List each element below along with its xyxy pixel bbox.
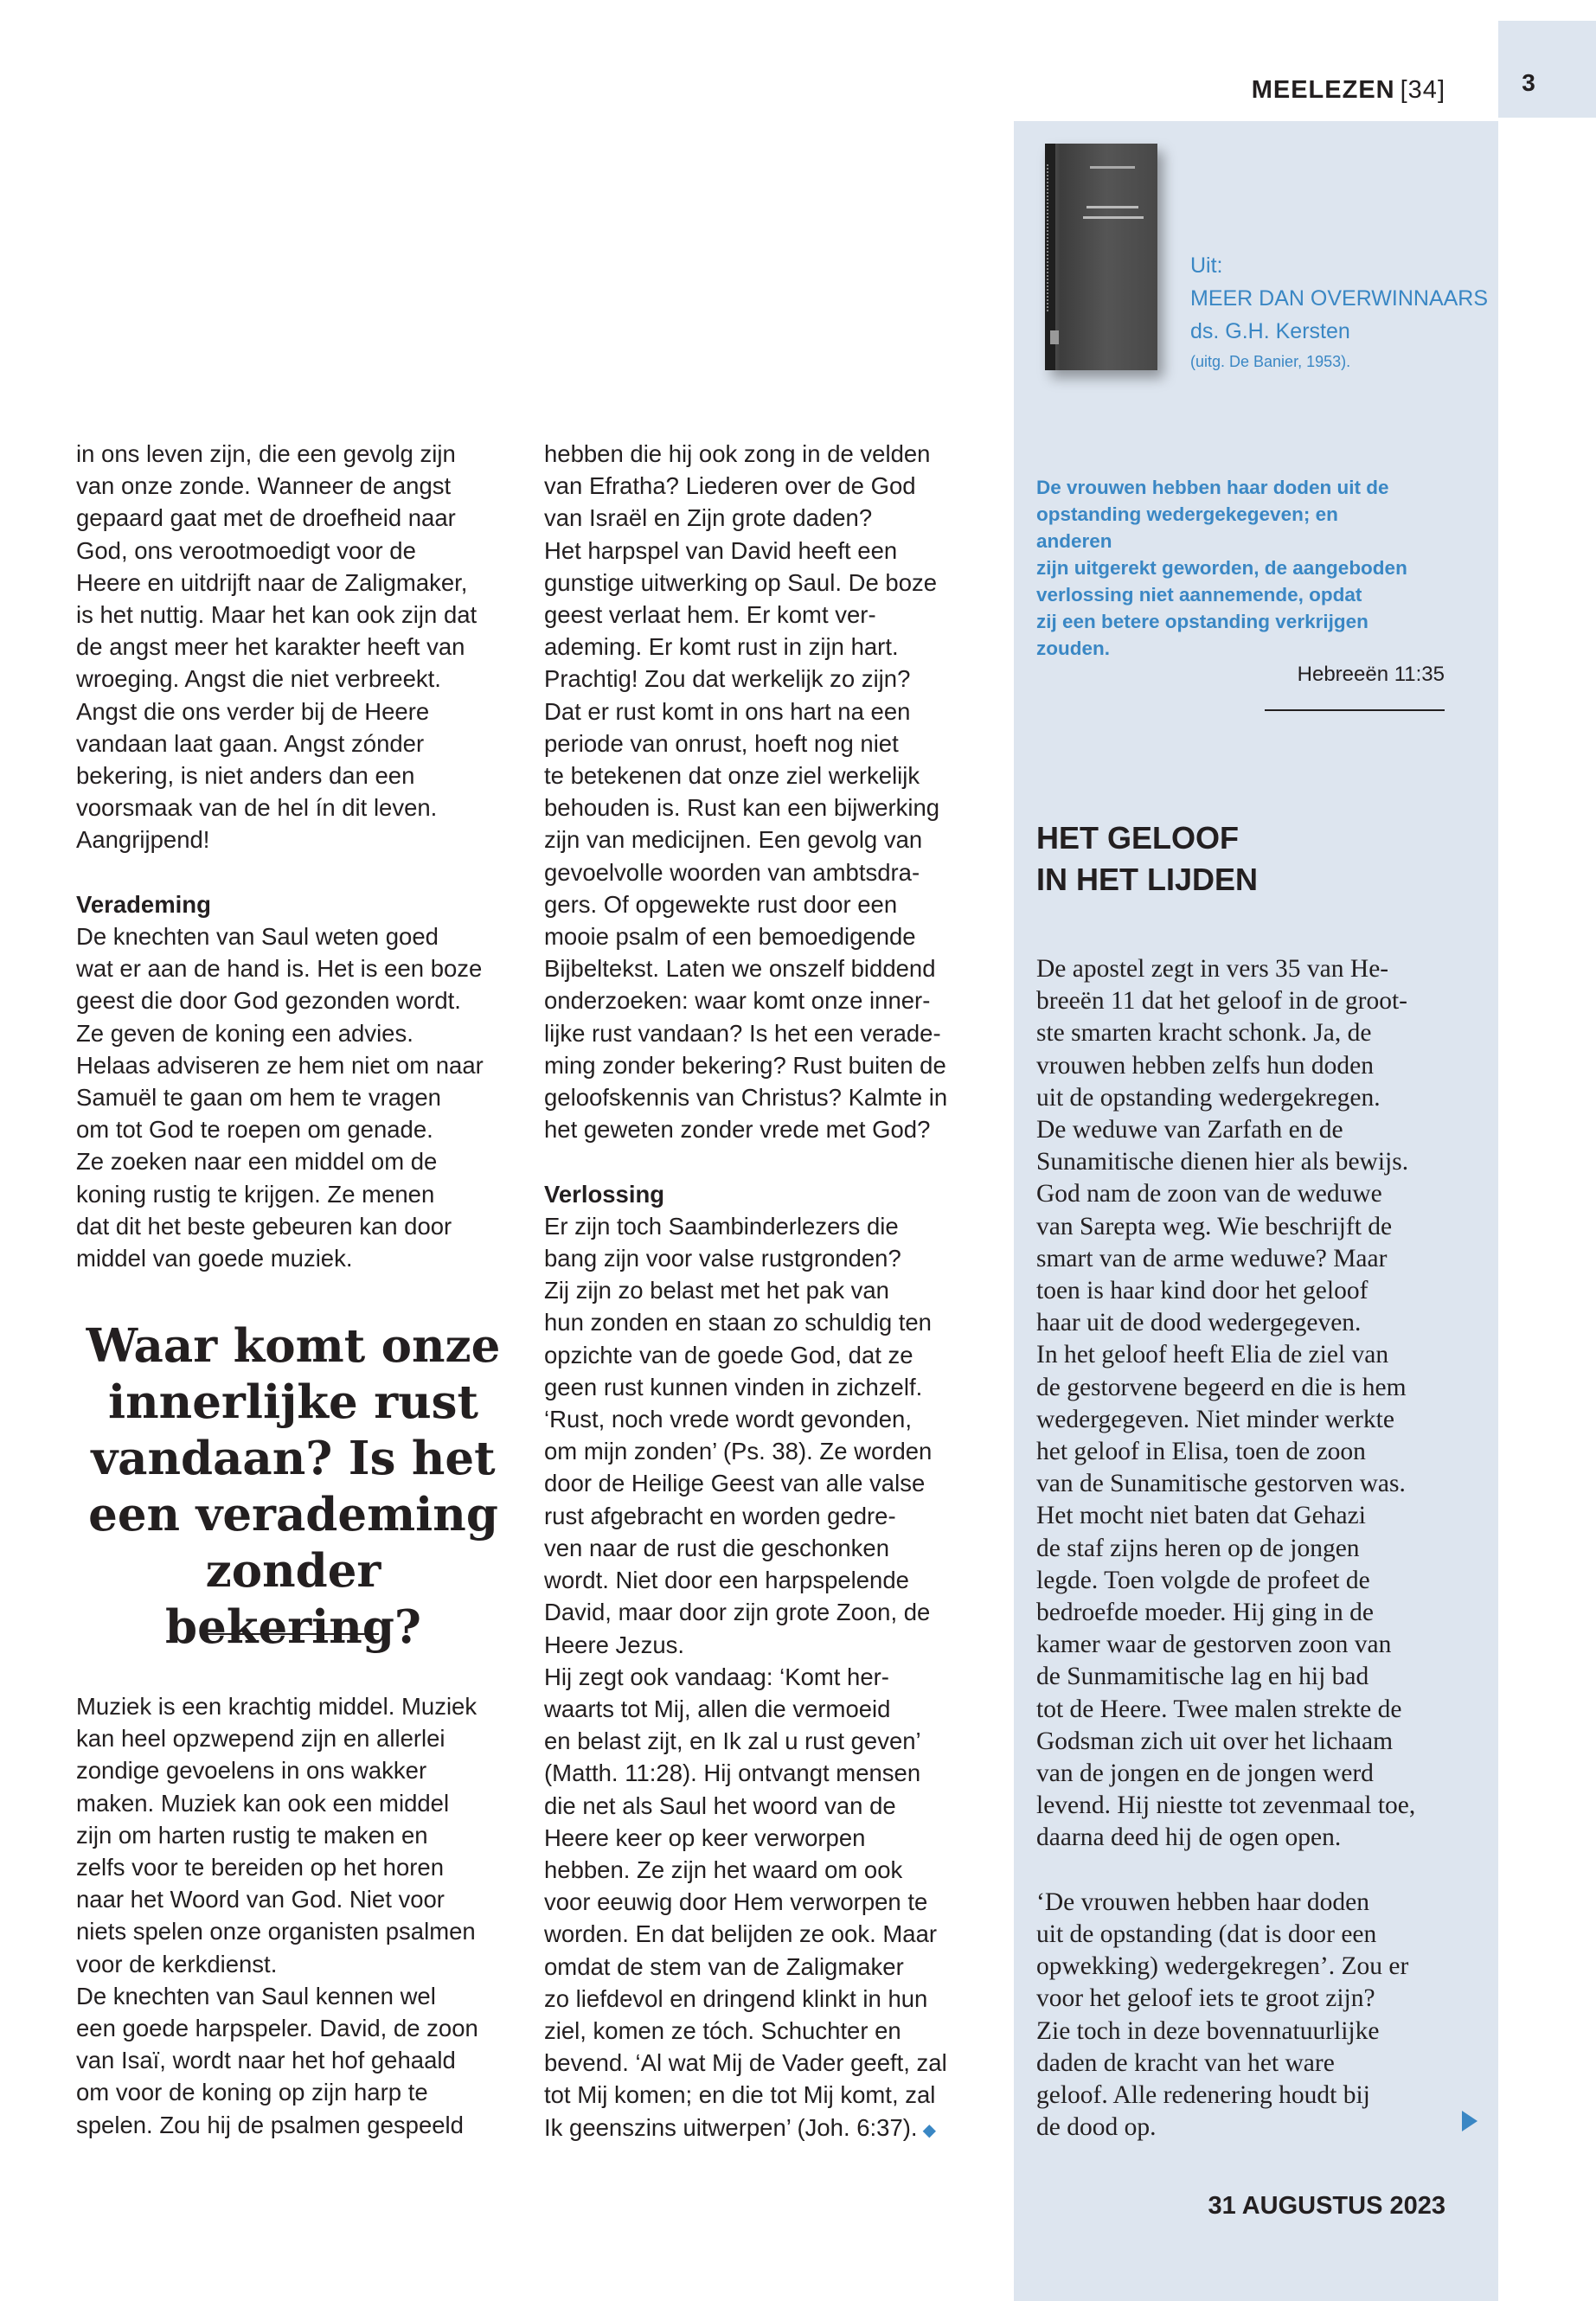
text-line: legde. Toen volgde de profeet de — [1036, 1566, 1370, 1594]
column-1-bottom — [76, 1690, 526, 2141]
text-line: Muziek is een krachtig middel. Muziek — [76, 1693, 478, 1720]
text-line: toen is haar kind door het geloof — [1036, 1277, 1368, 1305]
text-line: wordt. Niet door een harpspelende — [544, 1567, 909, 1594]
text-line: levend. Hij niestte tot zevenmaal toe, — [1036, 1791, 1416, 1820]
text-line: Ze zoeken naar een middel om de — [76, 1148, 438, 1176]
text-line: geen rust kunnen vinden in zichzelf. — [544, 1373, 923, 1400]
text-line: verlossing niet aannemende, opdat — [1036, 584, 1362, 606]
text-line: die net als Saul het woord van de — [544, 1791, 896, 1819]
text-line: Hij zegt ook vandaag: ‘Komt her- — [544, 1663, 889, 1690]
text-line: van Isaï, wordt naar het hof gehaald — [76, 2047, 456, 2074]
text-line: (Matth. 11:28). Hij ontvangt mensen — [544, 1759, 921, 1787]
subhead-verlossing: Verlossing — [544, 1180, 665, 1208]
source-author: ds. G.H. Kersten — [1190, 319, 1350, 343]
column-1-intro — [76, 438, 526, 856]
text-line: omdat de stem van de Zaligmaker — [544, 1952, 904, 1980]
book-spine-text — [1047, 164, 1055, 311]
text-line: Sunamitische dienen hier als bewijs. — [1036, 1148, 1409, 1176]
text-line: voor de kerkdienst. — [76, 1950, 278, 1977]
column-1-verademing-text — [76, 920, 526, 1274]
pull-quote-rule — [208, 1633, 379, 1635]
source-publisher: (uitg. De Banier, 1953). — [1190, 353, 1351, 370]
text-line: Waar komt onze — [86, 1319, 501, 1373]
text-line: van Efratha? Liederen over de God — [544, 472, 916, 500]
text-line: maken. Muziek kan ook een middel — [76, 1789, 450, 1817]
text-line: gevoelvolle woorden van ambtsdra- — [544, 858, 920, 886]
text-line: Heere Jezus. — [544, 1631, 685, 1658]
book-source — [1190, 249, 1488, 375]
text-line: God, ons verootmoedigt voor de — [76, 536, 416, 564]
text-line: van Israël en Zijn grote daden? — [544, 504, 873, 532]
text-line: zijn om harten rustig te maken en — [76, 1821, 428, 1849]
text-line: de gestorvene begeerd en die is hem — [1036, 1373, 1407, 1401]
text-line: Het mocht niet baten dat Gehazi — [1036, 1502, 1366, 1530]
text-line: geest die door God gezonden wordt. — [76, 987, 461, 1015]
text-line: een verademing — [88, 1488, 498, 1541]
text-line: rust afgebracht en worden gedre- — [544, 1502, 896, 1529]
text-line: geest verlaat hem. Er komt ver- — [544, 601, 876, 629]
text-line: daarna deed hij de ogen open. — [1036, 1823, 1342, 1852]
text-line: gepaard gaat met de droefheid naar — [76, 504, 456, 532]
text-line: van Sarepta weg. Wie beschrijft de — [1036, 1212, 1393, 1240]
text-line: koning rustig te krijgen. Ze menen — [76, 1180, 435, 1208]
text-line: zo liefdevol en dringend klinkt in hun — [544, 1984, 928, 2012]
text-line: mooie psalm of een bemoedigende — [544, 923, 916, 951]
pull-quote — [83, 1318, 503, 1656]
text-line: Het harpspel van David heeft een — [544, 536, 898, 564]
text-line: vandaan laat gaan. Angst zónder — [76, 729, 425, 757]
text-line: bang zijn voor valse rustgronden? — [544, 1245, 901, 1272]
text-line: spelen. Zou hij de psalmen gespeeld — [76, 2111, 464, 2138]
text-line: lijke rust vandaan? Is het een verade- — [544, 1019, 941, 1047]
text-line: God nam de zoon van de weduwe — [1036, 1180, 1382, 1208]
text-line: bevend. ‘Al wat Mij de Vader geeft, zal — [544, 2049, 947, 2077]
text-line: zouden. — [1036, 638, 1110, 659]
column-2 — [544, 438, 994, 2147]
text-line: bekering, is niet anders dan een — [76, 762, 415, 790]
text-line: periode van onrust, hoeft nog niet — [544, 729, 899, 757]
sidebar-paragraph-2 — [1036, 1887, 1469, 2144]
text-line: te betekenen dat onze ziel werkelijk — [544, 762, 920, 790]
last-line-text: Ik geenszins uitwerpen’ (Joh. 6:37). — [544, 2113, 918, 2141]
text-line: ste smarten kracht schonk. Ja, de — [1036, 1019, 1372, 1048]
text-line: worden. En dat belijden ze ook. Maar — [544, 1920, 938, 1948]
text-line: naar het Woord van God. Niet voor — [76, 1886, 445, 1913]
text-line: zij een betere opstanding verkrijgen — [1036, 611, 1368, 632]
text-line: het geweten zonder vrede met God? — [544, 1116, 931, 1144]
text-line: zijn van medicijnen. Een gevolg van — [544, 826, 923, 854]
text-line: ‘De vrouwen hebben haar doden — [1036, 1888, 1369, 1916]
text-line: Zij zijn zo belast met het pak van — [544, 1277, 889, 1304]
subhead-verademing: Verademing — [76, 890, 211, 918]
text-line: Godsman zich uit over het lichaam — [1036, 1727, 1394, 1755]
issue-date: 31 AUGUSTUS 2023 — [1208, 2192, 1445, 2220]
text-line: gers. Of opgewekte rust door een — [544, 890, 898, 918]
text-line: gunstige uitwerking op Saul. De boze — [544, 568, 938, 596]
text-line: wat er aan de hand is. Het is een boze — [76, 955, 483, 983]
text-line: Samuël te gaan om hem te vragen — [76, 1084, 441, 1112]
text-line: David, maar door zijn grote Zoon, de — [544, 1599, 931, 1626]
text-line: zelfs voor te bereiden op het horen — [76, 1854, 445, 1881]
text-line: om voor de koning op zijn harp te — [76, 2079, 428, 2106]
verse-rule — [1265, 709, 1445, 711]
text-line: voor het geloof iets te groot zijn? — [1036, 1984, 1375, 2013]
text-line: middel van goede muziek. — [76, 1245, 353, 1272]
text-line: IN HET LIJDEN — [1036, 862, 1259, 897]
text-line: het geloof in Elisa, toen de zoon — [1036, 1438, 1366, 1466]
text-line: in ons leven zijn, die een gevolg zijn — [76, 440, 456, 467]
text-line: tot de Heere. Twee malen strekte de — [1036, 1695, 1402, 1723]
book-cover-title-2 — [1083, 216, 1144, 219]
text-line: Dat er rust komt in ons hart na een — [544, 697, 911, 725]
text-line: ven naar de rust die geschonken — [544, 1534, 890, 1561]
page-number: 3 — [1522, 69, 1535, 96]
text-line: De vrouwen hebben haar doden uit de — [1036, 477, 1389, 498]
text-line: innerlijke rust — [108, 1375, 478, 1429]
text-line: voorsmaak van de hel ín dit leven. — [76, 794, 438, 822]
text-line: zonder bekering? — [165, 1544, 421, 1654]
text-line: ademing. Er komt rust in zijn hart. — [544, 633, 899, 661]
sidebar-body — [1036, 953, 1469, 2144]
source-label: Uit: — [1190, 253, 1223, 278]
text-line: zondige gevoelens in ons wakker — [76, 1757, 427, 1785]
text-line: wedergegeven. Niet minder werkte — [1036, 1405, 1394, 1433]
text-line: daden de kracht van het ware — [1036, 2048, 1335, 2077]
text-line: van de Sunamitische gestorven was. — [1036, 1470, 1406, 1498]
text-line: om tot God te roepen om genade. — [76, 1116, 433, 1144]
bible-verse — [1036, 474, 1417, 662]
text-line: kamer waar de gestorven zoon van — [1036, 1631, 1392, 1659]
book-cover-image — [1045, 144, 1157, 370]
text-line: De weduwe van Zarfath en de — [1036, 1116, 1343, 1144]
text-line: van onze zonde. Wanneer de angst — [76, 472, 452, 500]
text-line: tot Mij komen; en die tot Mij komt, zal — [544, 2081, 936, 2109]
column-2-intro — [544, 438, 994, 1145]
book-cover-title — [1086, 206, 1138, 208]
text-line: Prachtig! Zou dat werkelijk zo zijn? — [544, 665, 911, 693]
text-line: wroeging. Angst die niet verbreekt. — [76, 665, 441, 693]
text-line: De knechten van Saul weten goed — [76, 923, 439, 951]
text-line: In het geloof heeft Elia de ziel van — [1036, 1341, 1389, 1369]
text-line: om mijn zonden’ (Ps. 38). Ze worden — [544, 1438, 933, 1465]
text-line: hun zonden en staan zo schuldig ten — [544, 1309, 932, 1336]
text-line: vrouwen hebben zelfs hun doden — [1036, 1051, 1374, 1080]
text-line: De apostel zegt in vers 35 van He- — [1036, 955, 1389, 983]
text-line: De knechten van Saul kennen wel — [76, 1982, 436, 2009]
text-line: geloof. Alle redenering houdt bij — [1036, 2081, 1370, 2110]
text-line: bedroefde moeder. Hij ging in de — [1036, 1599, 1374, 1627]
text-line: Helaas adviseren ze hem niet om naar — [76, 1051, 484, 1079]
text-line: opstanding wedergekegeven; en anderen — [1036, 503, 1338, 552]
text-line: HET GELOOF — [1036, 820, 1239, 856]
sidebar-paragraph-1 — [1036, 953, 1469, 1855]
text-line: uit de opstanding (dat is door een — [1036, 1920, 1377, 1949]
text-line: Angst die ons verder bij de Heere — [76, 697, 430, 725]
text-line: Heere en uitdrijft naar de Zaligmaker, — [76, 568, 468, 596]
text-line: Heere keer op keer verworpen — [544, 1823, 866, 1851]
text-line: breeën 11 dat het geloof in de groot- — [1036, 987, 1407, 1016]
text-line: ‘Rust, noch vrede wordt gevonden, — [544, 1406, 912, 1433]
text-line: geloofskennis van Christus? Kalmte in — [544, 1084, 948, 1112]
book-cover-author — [1090, 166, 1135, 169]
source-book-title: MEER DAN OVERWINNAARS — [1190, 286, 1489, 311]
column-2-last-line — [544, 2112, 994, 2147]
column-2-verlossing-text — [544, 1210, 994, 2112]
text-line: ziel, komen ze tóch. Schuchter en — [544, 2016, 901, 2044]
sidebar-title — [1036, 817, 1258, 901]
running-header — [1252, 76, 1445, 105]
text-line: van de jongen en de jongen werd — [1036, 1759, 1374, 1788]
text-line: opwekking) wedergekregen’. Zou er — [1036, 1952, 1409, 1981]
text-line: Zie toch in deze bovennatuurlijke — [1036, 2016, 1380, 2045]
verse-reference: Hebreeën 11:35 — [1297, 663, 1445, 686]
magazine-section-name: MEELEZEN — [1251, 76, 1395, 104]
continue-arrow-icon — [1462, 2111, 1477, 2131]
text-line: haar uit de dood wedergegeven. — [1036, 1309, 1362, 1337]
text-line: hebben. Ze zijn het waard om ook — [544, 1856, 903, 1883]
text-line: door de Heilige Geest van alle valse — [544, 1470, 926, 1497]
text-line: een goede harpspeler. David, de zoon — [76, 2015, 478, 2042]
text-line: hebben die hij ook zong in de velden — [544, 440, 931, 467]
publisher-logo — [1050, 330, 1059, 344]
text-line: Ze geven de koning een advies. — [76, 1019, 413, 1047]
text-line: opzichte van de goede God, dat ze — [544, 1341, 913, 1368]
text-line: voor eeuwig door Hem verworpen te — [544, 1888, 928, 1916]
text-line: de dood op. — [1036, 2113, 1157, 2142]
text-line: uit de opstanding wedergekregen. — [1036, 1083, 1381, 1112]
text-line: zijn uitgerekt geworden, de aangeboden — [1036, 557, 1407, 579]
series-number: [34] — [1400, 76, 1445, 104]
text-line: Aangrijpend! — [76, 826, 210, 854]
column-1 — [76, 438, 526, 1274]
text-line: smart van de arme weduwe? Maar — [1036, 1244, 1388, 1272]
text-line: vandaan? Is het — [91, 1432, 496, 1485]
text-line: kan heel opzwepend zijn en allerlei — [76, 1725, 445, 1753]
text-line: niets spelen onze organisten psalmen — [76, 1918, 476, 1945]
text-line: Bijbeltekst. Laten we onszelf biddend — [544, 955, 936, 983]
text-line: ming zonder bekering? Rust buiten de — [544, 1051, 946, 1079]
text-line: Er zijn toch Saambinderlezers die — [544, 1212, 899, 1240]
text-line: dat dit het beste gebeuren kan door — [76, 1212, 452, 1240]
text-line: en belast zijt, en Ik zal u rust geven’ — [544, 1727, 921, 1755]
text-line: de staf zijns heren op de jongen — [1036, 1534, 1360, 1562]
text-line: is het nuttig. Maar het kan ook zijn dat — [76, 601, 478, 629]
text-line: de Sunmamitische lag en hij bad — [1036, 1663, 1369, 1691]
text-line: waarts tot Mij, allen die vermoeid — [544, 1695, 891, 1722]
end-diamond-icon: ◆ — [922, 2120, 936, 2140]
text-line: behouden is. Rust kan een bijwerking — [544, 794, 940, 822]
text-line: de angst meer het karakter heeft van — [76, 633, 465, 661]
text-line: onderzoeken: waar komt onze inner- — [544, 987, 931, 1015]
